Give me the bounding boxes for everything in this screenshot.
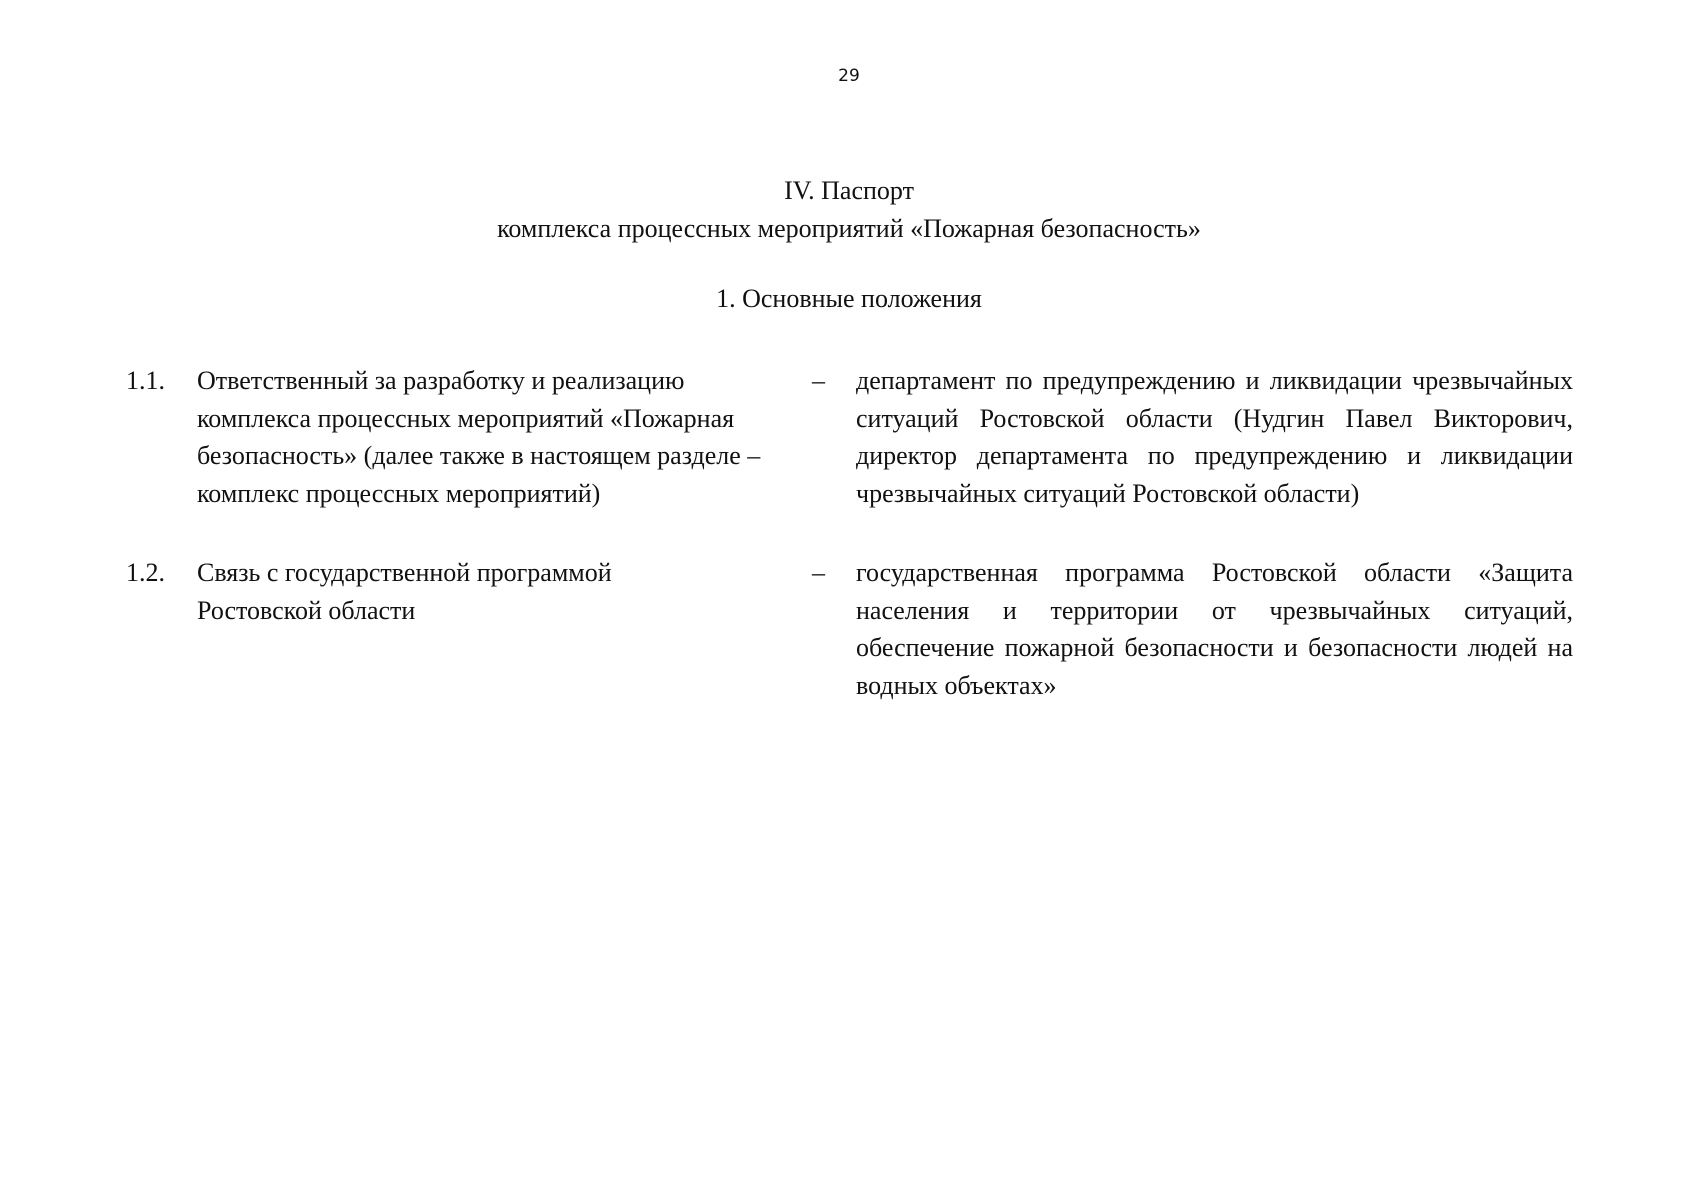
row-value: департамент по предупреждению и ликвидации чрезвычайных ситуаций Ростовской области (Нудгин Павел Викторович, директор департамента по предупреждению и ликвидации чрезвычайных ситуаций Ростовской области) (856, 366, 1573, 508)
title-line-1: IV. Паспорт (784, 176, 914, 205)
page-number: 29 (838, 66, 860, 86)
row-number: 1.1. (126, 366, 165, 395)
document-title (0, 172, 1698, 248)
row-label: Связь с государственной программой Ростовской области (197, 558, 612, 625)
title-line-2: комплекса процессных мероприятий «Пожарная безопасность» (497, 214, 1201, 243)
row-label: Ответственный за разработку и реализацию комплекса процессных мероприятий «Пожарная безопасность» (далее также в настоящем разделе – комплекс процессных мероприятий) (197, 366, 761, 508)
row-value: государственная программа Ростовской области «Защита населения и территории от чрезвычайных ситуаций, обеспечение пожарной безопасности и безопасности людей на водных объектах» (856, 558, 1573, 700)
row-number: 1.2. (126, 558, 165, 587)
row-dash: – (812, 366, 825, 395)
row-dash: – (812, 558, 825, 587)
section-heading: 1. Основные положения (716, 284, 982, 313)
